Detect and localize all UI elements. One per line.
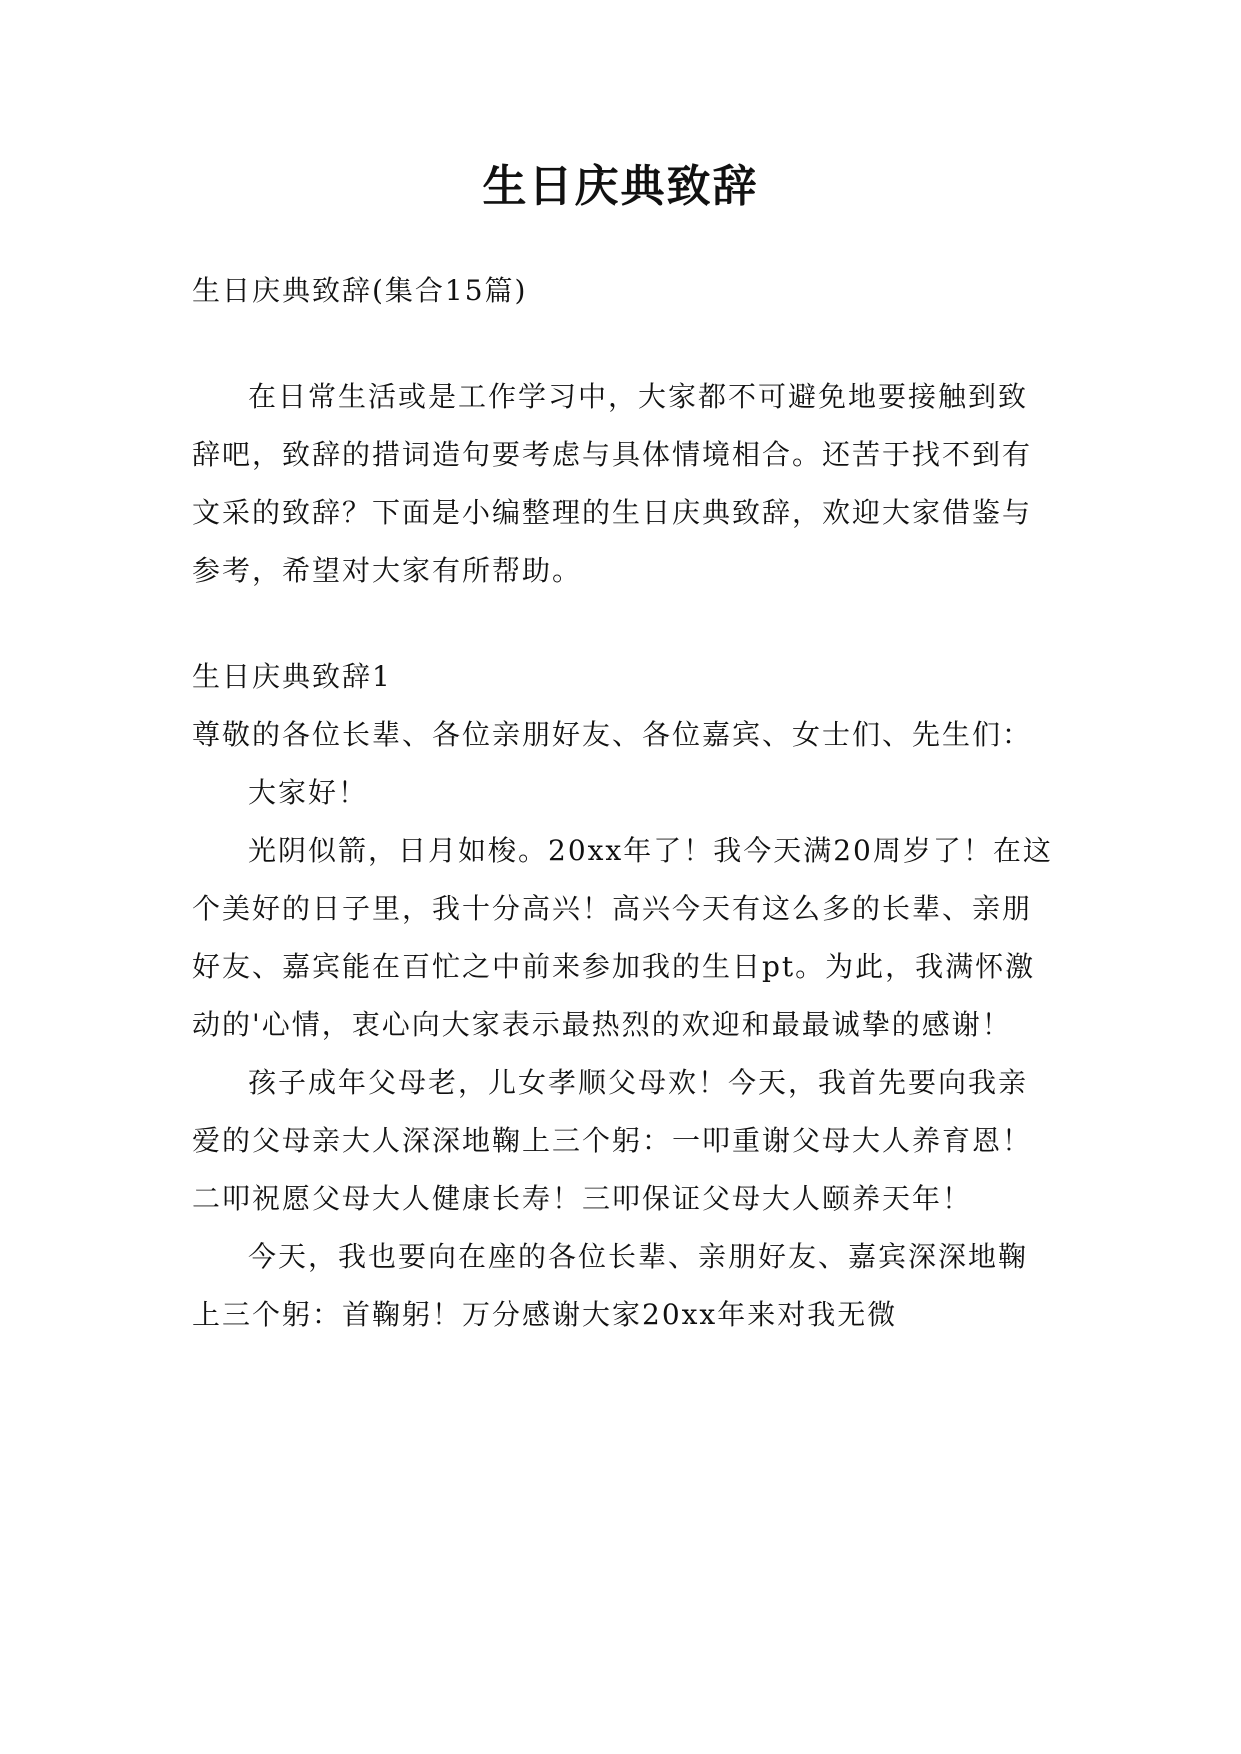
document-title: 生日庆典致辞 (482, 161, 759, 212)
document-body (192, 262, 1056, 1344)
section-heading: 生日庆典致辞1 (192, 660, 392, 693)
intro-paragraph: 在日常生活或是工作学习中，大家都不可避免地要接触到致辞吧，致辞的措词造句要考虑与具体情境相合。还苦于找不到有文采的致辞？下面是小编整理的生日庆典致辞，欢迎大家借鉴与参考，希望对大家有所帮助。 (192, 380, 1033, 587)
document-subtitle: 生日庆典致辞(集合15篇) (192, 274, 528, 307)
body-paragraph: 今天，我也要向在座的各位长辈、亲朋好友、嘉宾深深地鞠上三个躬：首鞠躬！万分感谢大家20xx年来对我无微 (192, 1240, 1029, 1331)
body-paragraph: 光阴似箭，日月如梭。20xx年了！我今天满20周岁了！在这个美好的日子里，我十分高兴！高兴今天有这么多的长辈、亲朋好友、嘉宾能在百忙之中前来参加我的生日pt。为此，我满怀激动的'心情，衷心向大家表示最热烈的欢迎和最最诚挚的感谢！ (192, 834, 1053, 1041)
greeting: 大家好！ (248, 776, 369, 809)
salutation: 尊敬的各位长辈、各位亲朋好友、各位嘉宾、女士们、先生们： (192, 718, 1033, 751)
body-paragraph: 孩子成年父母老，儿女孝顺父母欢！今天，我首先要向我亲爱的父母亲大人深深地鞠上三个躬：一叩重谢父母大人养育恩！二叩祝愿父母大人健康长寿！三叩保证父母大人颐养天年！ (192, 1066, 1033, 1215)
